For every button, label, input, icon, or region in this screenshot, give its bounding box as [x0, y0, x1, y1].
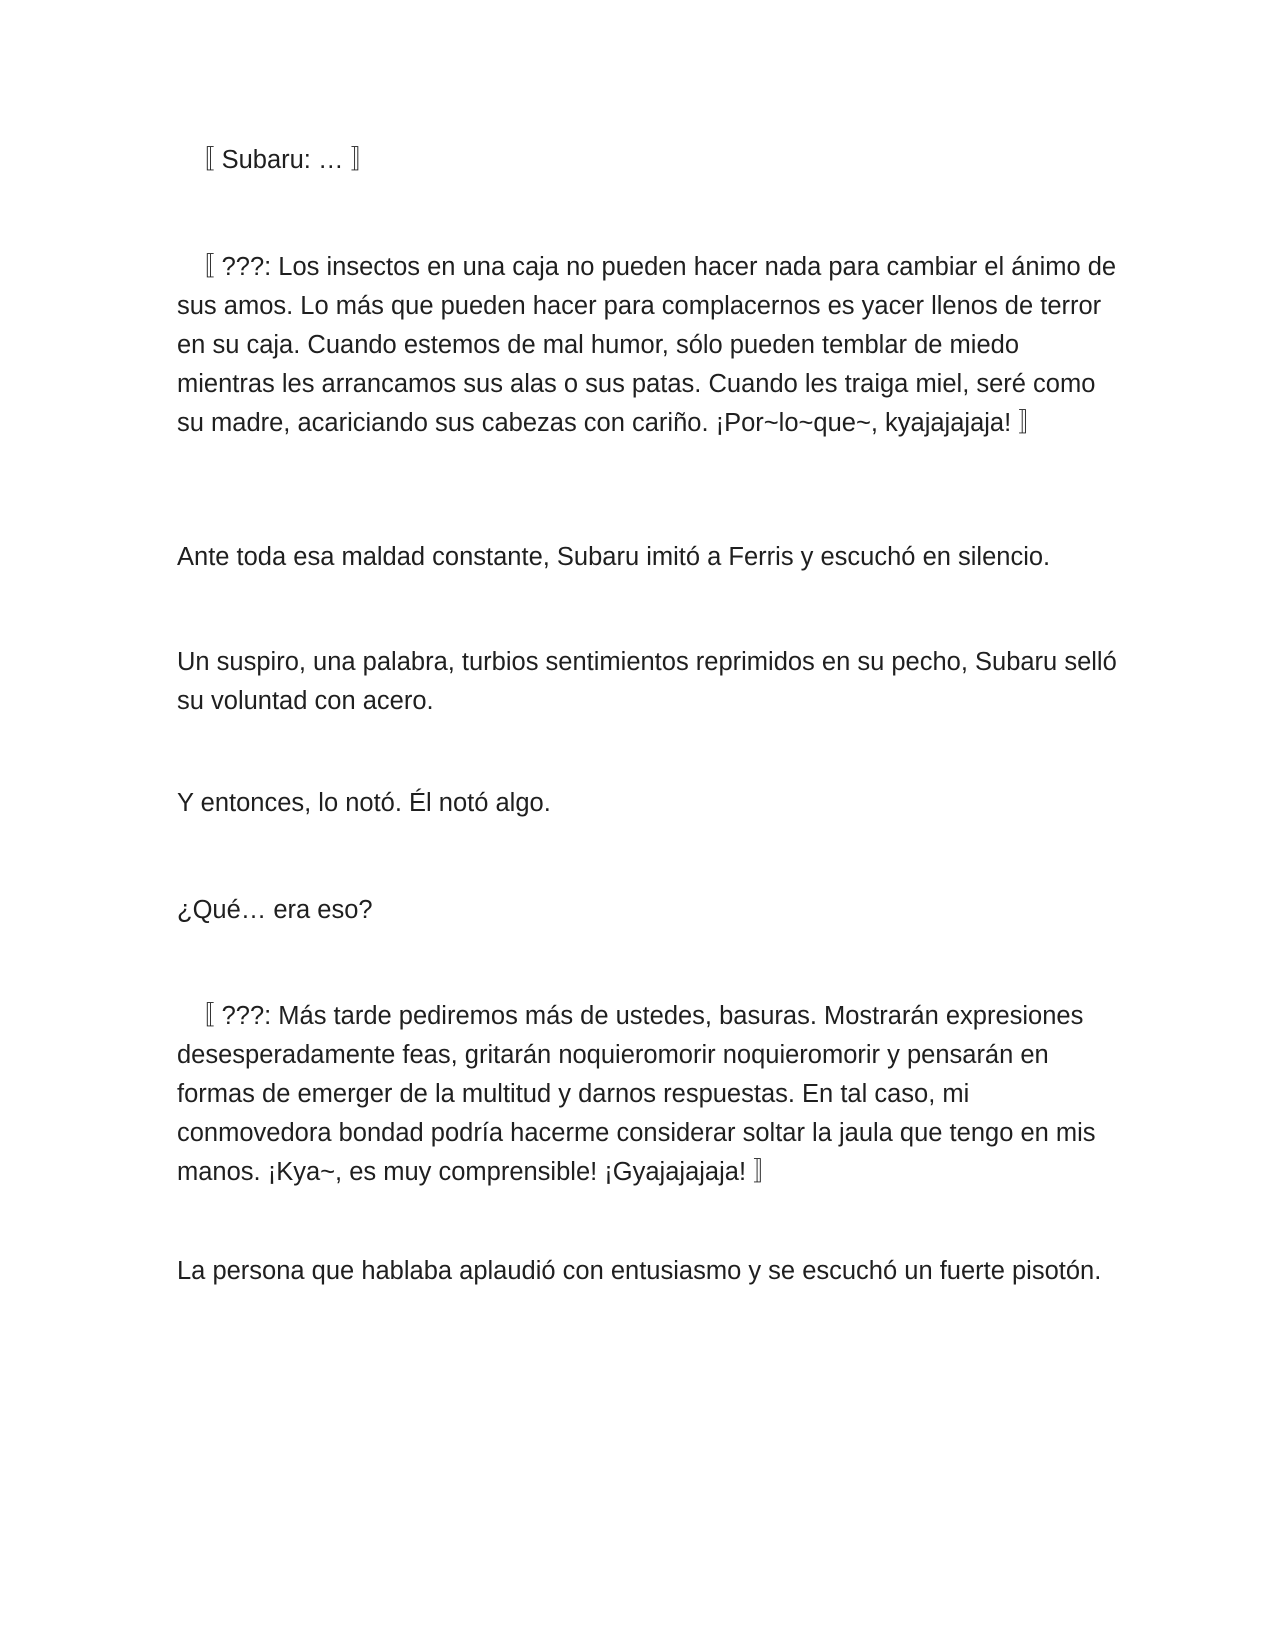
paragraph-narration-5: La persona que hablaba aplaudió con entusiasmo y se escuchó un fuerte pisotón.: [177, 1257, 1102, 1285]
paragraph-unknown-dialogue-2: 〚 ???: Más tarde pediremos más de ustedes, basuras. Mostrarán expresiones desesperadamente feas, gritarán noquieromorir noquieromorir y pensarán en formas de emerger de la multitud y darnos respuestas. En tal caso, mi conmovedora bondad podría hacerme considerar soltar la jaula que tengo en mis manos. ¡Kya~, es muy comprensible! ¡Gyajajajaja! 〛: [177, 1002, 1096, 1186]
paragraph-narration-3: Y entonces, lo notó. Él notó algo.: [177, 789, 551, 817]
paragraph-unknown-dialogue-1: 〚 ???: Los insectos en una caja no pueden hacer nada para cambiar el ánimo de sus amos. Lo más que pueden hacer para complacernos es yacer llenos de terror en su caja. Cuando estemos de mal humor, sólo pueden temblar de miedo mientras les arrancamos sus alas o sus patas. Cuando les traiga miel, seré como su madre, acariciando sus cabezas con cariño. ¡Por~lo~que~, kyajajajaja! 〛: [177, 253, 1117, 437]
paragraph-narration-4: ¿Qué… era eso?: [177, 896, 373, 924]
paragraph-narration-1: Ante toda esa maldad constante, Subaru imitó a Ferris y escuchó en silencio.: [177, 543, 1051, 571]
paragraph-subaru-dialogue: 〚 Subaru: … 〛: [189, 146, 377, 174]
paragraph-narration-2: Un suspiro, una palabra, turbios sentimientos reprimidos en su pecho, Subaru selló su voluntad con acero.: [177, 648, 1117, 715]
